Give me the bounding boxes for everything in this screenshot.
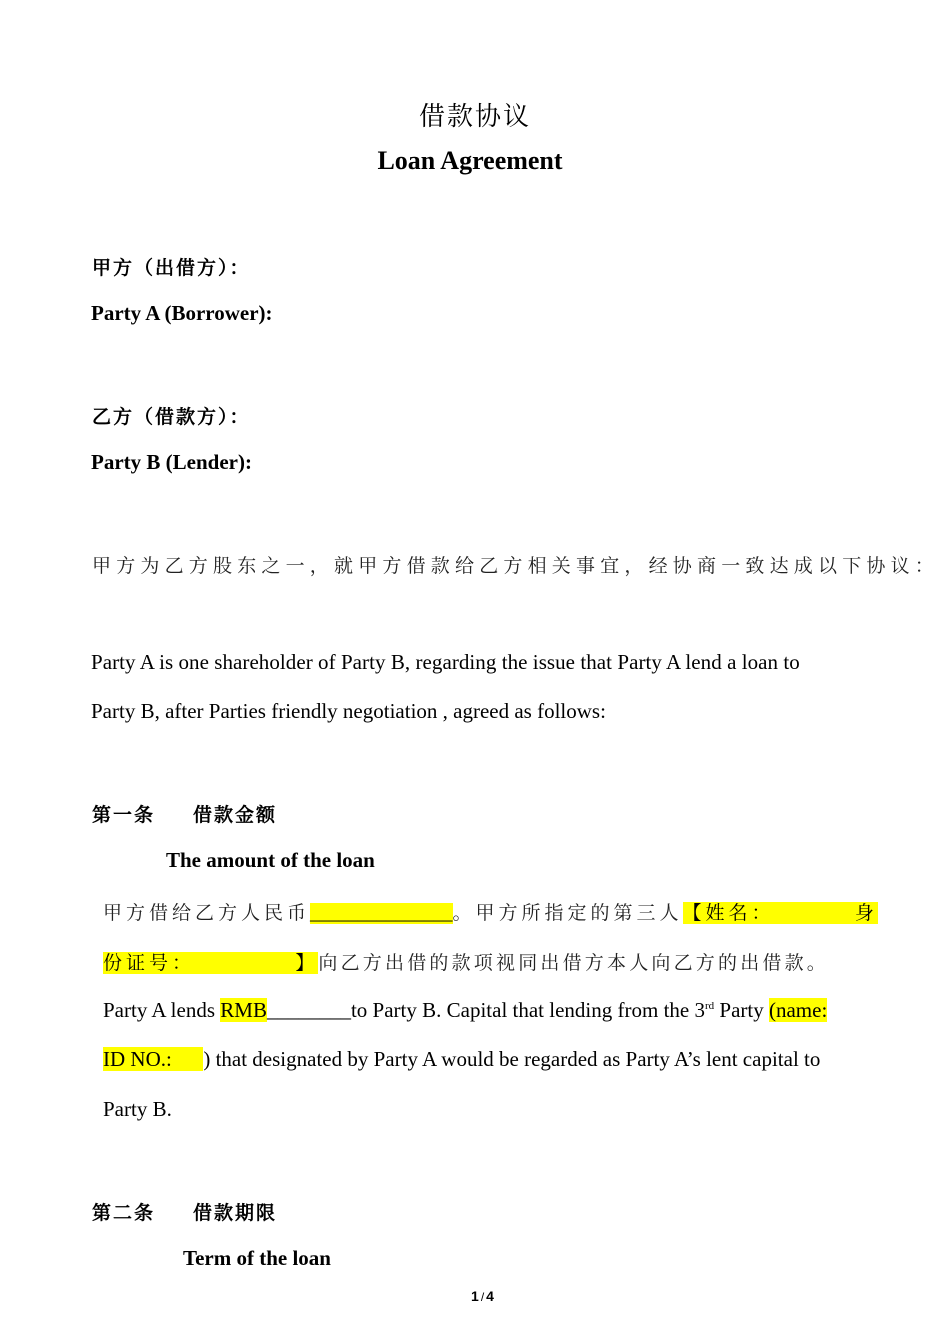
party-b-label-cn: 乙方（借款方）： <box>92 406 251 428</box>
article1-en-line2-rest: ) that designated by Party A would be regarded as Party A’s lent capital to <box>203 1047 821 1071</box>
document-title-en: Loan Agreement <box>377 146 563 175</box>
article1-title-cn: 借款金额 <box>193 804 278 826</box>
party-a-label-en: Party A (Borrower): <box>91 301 273 325</box>
article1-cn-line2-rest: 向乙方出借的款项视同出借方本人向乙方的出借款。 <box>318 952 830 974</box>
id-highlight-en: ID NO.: <box>103 1047 204 1071</box>
article2-title-en: Term of the loan <box>183 1246 331 1270</box>
article1-cn-line1 <box>103 898 878 925</box>
article1-en-line1 <box>103 998 827 1023</box>
party-a-label-cn: 甲方（出借方）： <box>92 257 251 279</box>
name-field-highlight: 【姓名： 身 <box>682 902 878 924</box>
ordinal-suffix: rd <box>704 1000 715 1012</box>
article1-cn-line2 <box>103 948 829 975</box>
article1-cn-line1-a: 甲方借给乙方人民币 <box>103 902 311 924</box>
article2-title-cn: 借款期限 <box>193 1202 278 1224</box>
party-b-label-en: Party B (Lender): <box>91 450 252 474</box>
id-field-highlight: 份证号： 】 <box>103 952 319 974</box>
article1-en-line1-c: Party <box>714 998 769 1022</box>
article1-en-line1-b: ________to Party B. Capital that lending from the 3 <box>266 998 705 1022</box>
article1-title-en: The amount of the loan <box>166 848 375 872</box>
article2-number: 第二条 <box>92 1202 156 1224</box>
intro-en-line2: Party B, after Parties friendly negotiation , agreed as follows: <box>91 699 606 723</box>
article1-en-line3: Party B. <box>103 1097 172 1121</box>
article1-number: 第一条 <box>92 804 156 826</box>
article1-en-line2 <box>103 1047 820 1072</box>
rmb-highlight: RMB <box>220 998 267 1022</box>
article1-cn-line1-b: 。甲方所指定的第三人 <box>452 902 683 924</box>
intro-cn: 甲方为乙方股东之一，就甲方借款给乙方相关事宜，经协商一致达成以下协议： <box>92 555 940 577</box>
total-pages: 4 <box>486 1288 494 1304</box>
page-separator: / <box>480 1290 485 1304</box>
page-number <box>0 1288 950 1304</box>
intro-en-line1: Party A is one shareholder of Party B, regarding the issue that Party A lend a loan to <box>91 650 800 674</box>
name-highlight-en: (name: <box>768 998 828 1022</box>
document-title-cn: 借款协议 <box>418 102 531 132</box>
current-page: 1 <box>471 1288 479 1304</box>
amount-blank: _______________ <box>310 903 453 924</box>
article1-en-line1-a: Party A lends <box>103 998 221 1022</box>
